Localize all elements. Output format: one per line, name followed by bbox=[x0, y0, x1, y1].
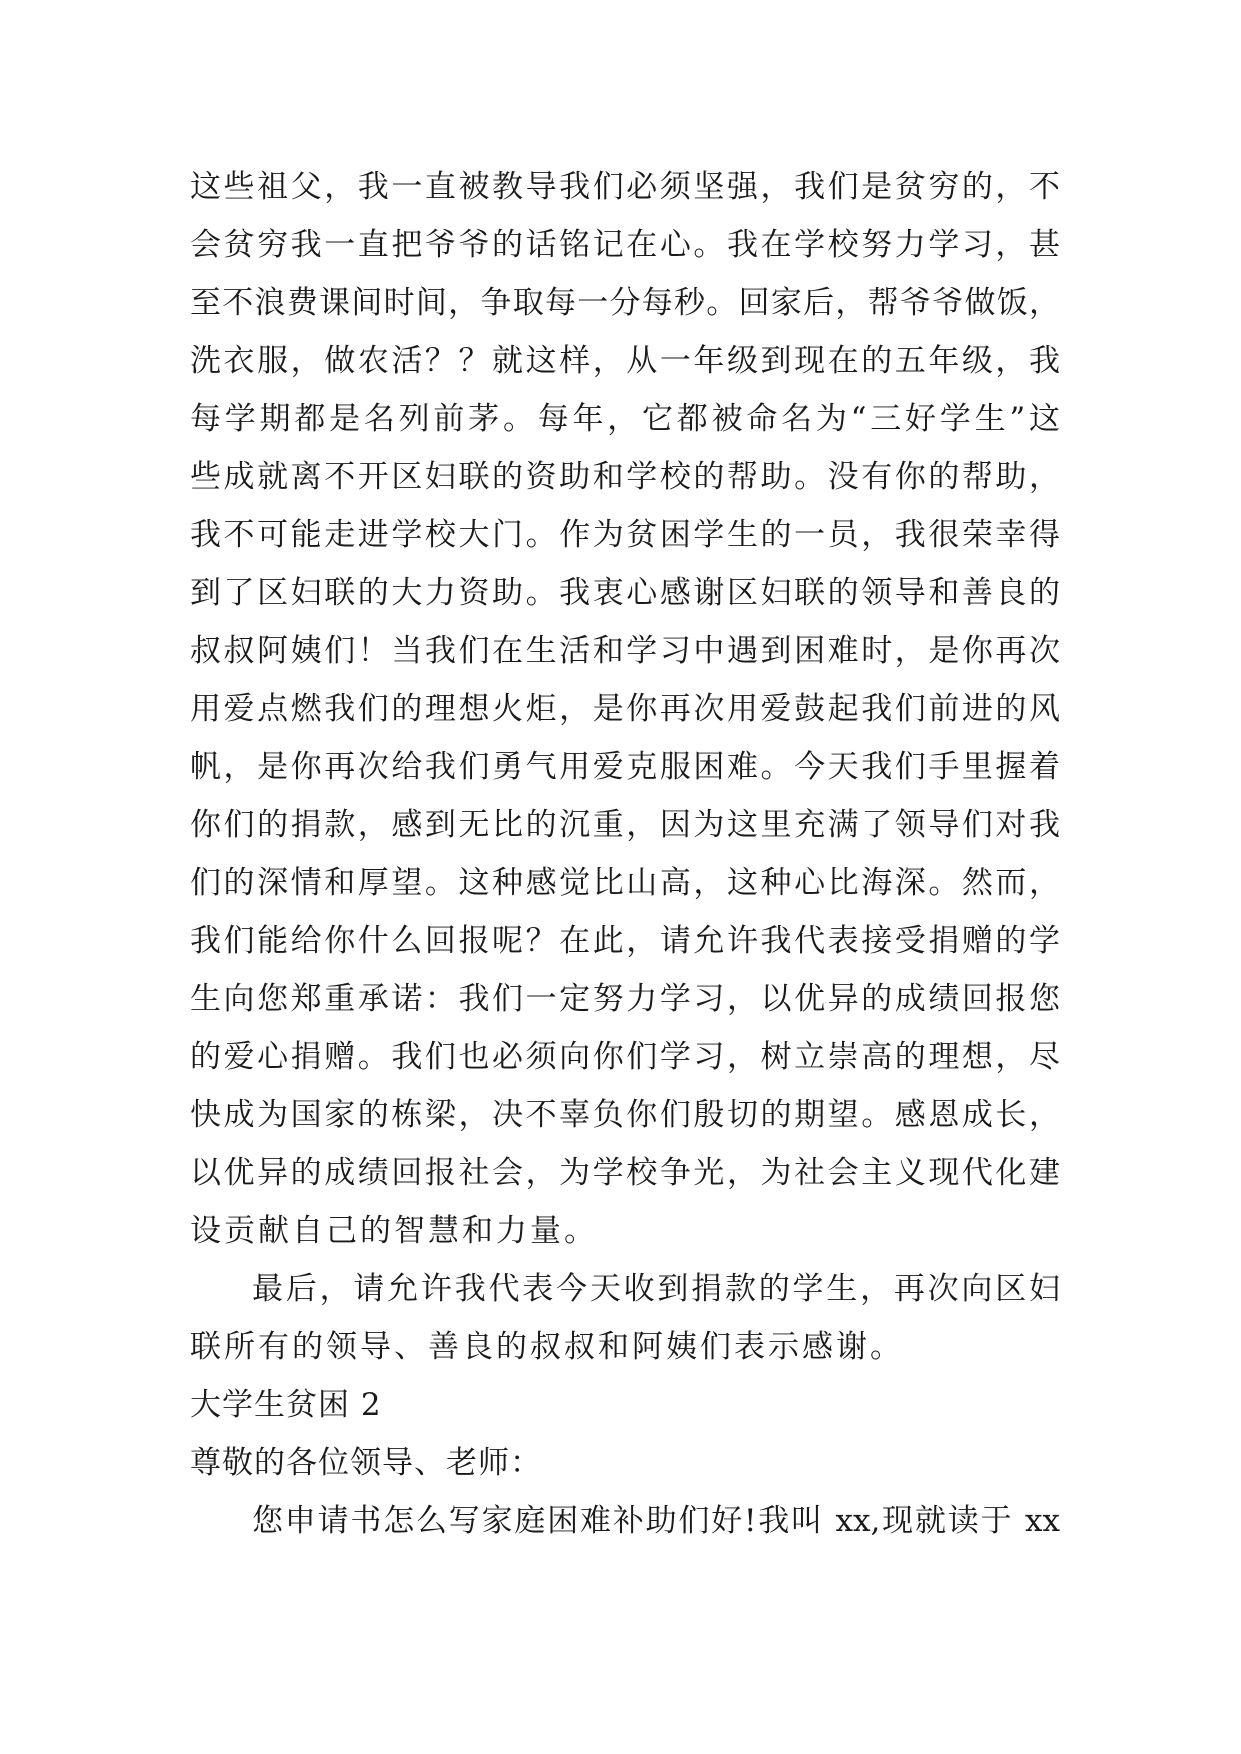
body-line-2: 会贫穷我一直把爷爷的话铭记在心。我在学校努力学习，甚 bbox=[190, 227, 1060, 263]
body-line-12: 你们的捐款，感到无比的沉重，因为这里充满了领导们对我 bbox=[190, 807, 1060, 843]
body-line-1: 这些祖父，我一直被教导我们必须坚强，我们是贫穷的，不 bbox=[190, 169, 1060, 205]
section-title: 大学生贫困 2 bbox=[190, 1387, 382, 1423]
body-line-3: 至不浪费课间时间，争取每一分每秒。回家后，帮爷爷做饭， bbox=[190, 285, 1060, 321]
body-line-4: 洗衣服，做农活？？就这样，从一年级到现在的五年级，我 bbox=[190, 343, 1060, 379]
salutation: 尊敬的各位领导、老师： bbox=[190, 1445, 542, 1481]
body-line-13: 们的深情和厚望。这种感觉比山高，这种心比海深。然而， bbox=[190, 865, 1060, 901]
last-line: 您申请书怎么写家庭困难补助们好!我叫 xx,现就读于 xx bbox=[252, 1503, 1060, 1539]
body-line-5: 每学期都是名列前茅。每年，它都被命名为“三好学生”这 bbox=[190, 401, 1060, 437]
body-line-14: 我们能给你什么回报呢？在此，请允许我代表接受捐赠的学 bbox=[190, 923, 1060, 959]
body-line-6: 些成就离不开区妇联的资助和学校的帮助。没有你的帮助， bbox=[190, 459, 1060, 495]
body-line-8: 到了区妇联的大力资助。我衷心感谢区妇联的领导和善良的 bbox=[190, 575, 1060, 611]
body-line-9: 叔叔阿姨们！当我们在生活和学习中遇到困难时，是你再次 bbox=[190, 633, 1060, 669]
body-line-19: 设贡献自己的智慧和力量。 bbox=[190, 1213, 598, 1249]
body-line-11: 帆，是你再次给我们勇气用爱克服困难。今天我们手里握着 bbox=[190, 749, 1060, 785]
body-line-10: 用爱点燃我们的理想火炬，是你再次用爱鼓起我们前进的风 bbox=[190, 691, 1060, 727]
body-line-18: 以优异的成绩回报社会，为学校争光，为社会主义现代化建 bbox=[190, 1155, 1060, 1191]
body-line-17: 快成为国家的栋梁，决不辜负你们殷切的期望。感恩成长， bbox=[190, 1097, 1060, 1133]
closing-line-1: 最后，请允许我代表今天收到捐款的学生，再次向区妇 bbox=[252, 1271, 1060, 1307]
document-body bbox=[190, 158, 1060, 1550]
body-line-16: 的爱心捐赠。我们也必须向你们学习，树立崇高的理想，尽 bbox=[190, 1039, 1060, 1075]
body-line-7: 我不可能走进学校大门。作为贫困学生的一员，我很荣幸得 bbox=[190, 517, 1060, 553]
body-line-15: 生向您郑重承诺：我们一定努力学习，以优异的成绩回报您 bbox=[190, 981, 1060, 1017]
closing-line-2: 联所有的领导、善良的叔叔和阿姨们表示感谢。 bbox=[190, 1329, 904, 1365]
